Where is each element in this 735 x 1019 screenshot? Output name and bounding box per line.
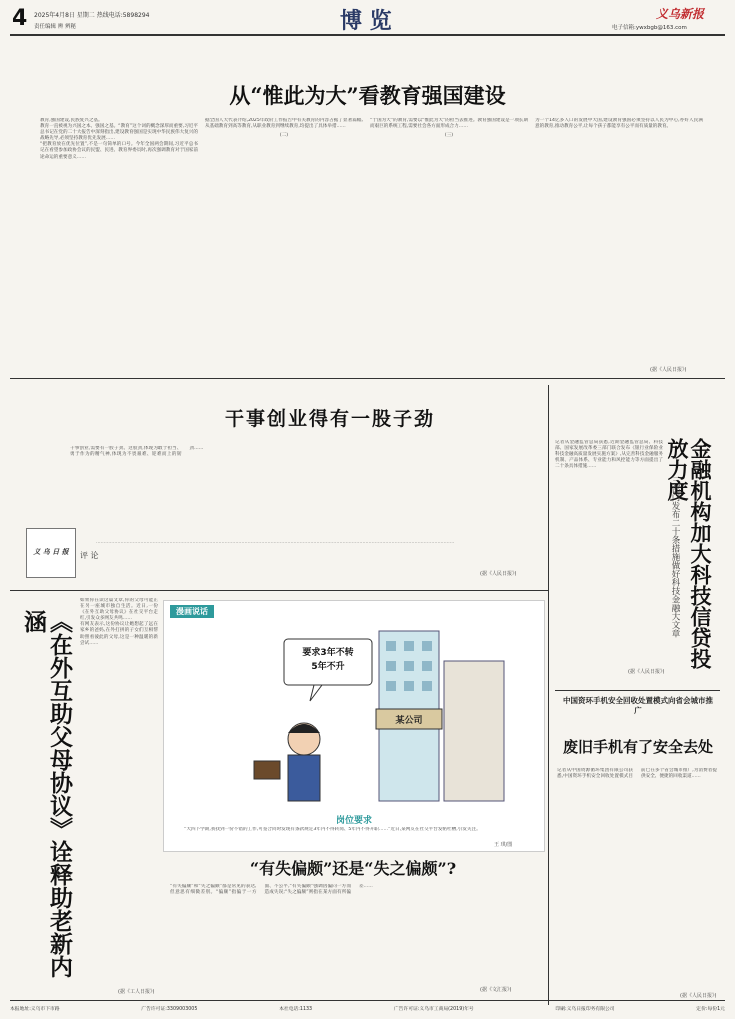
footer-item: 本社电话:1133: [279, 1007, 313, 1012]
divider: [555, 690, 720, 691]
cartoon-label: [170, 605, 214, 618]
phones-byline: (据《人民日报》): [680, 993, 717, 999]
mutual-aid-paragraph: 如果你在读这篇文章,你的父母可能正在另一座城市独自生活。近日,一份《在外互助父母协议》在社交平台走红,引发众多网友共鸣……: [80, 598, 158, 622]
main-article-col1: [40, 118, 198, 376]
bias-headline: “有失偏颇”还是“失之偏颇”?: [249, 859, 457, 878]
newspaper-logo: 义乌新报: [656, 7, 705, 21]
date-line: 2025年4月8日 星期二 热线电话:5898294: [34, 12, 150, 19]
main-headline: 从“惟此为大”看教育强国建设: [229, 83, 506, 108]
page-number: 4: [12, 6, 28, 31]
finance-paragraph: 记者从金融监管总局获悉,近期金融监管总局、科技部、国家发展改革委三部门联合发布《银行业保险业科技金融高质量发展实施方案》,从完善科技金融服务机制、产品体系、专业能力和风控能力等方面提出了二十条具体措施……: [555, 440, 663, 470]
phones-body: [557, 768, 717, 996]
finance-body: [555, 440, 663, 672]
startup-body-cont: ………………………………………………………………………………………………………………………………………………………………………………………………………………: [96, 540, 455, 545]
comment-badge: 评 论: [80, 551, 99, 560]
mutual-aid-body: [80, 598, 158, 998]
section-title: 博 览: [340, 8, 392, 34]
mutual-aid-byline: (据《工人日报》): [118, 989, 155, 995]
footer-item: 定价:每份1元: [696, 1007, 725, 1012]
footer-item: 广告许可证:义乌市工商局(2019)年号: [393, 1007, 474, 1012]
mutual-aid-paragraph: 有网友表示,这份协议让她想起了远在家乡的爸妈,在外打拼的子女们互相帮助照看彼此的父母,这是一种温暖的新尝试……: [80, 622, 158, 646]
cartoon-caption: “大四下学期,我找到一份不错的工作,可签合同时发现有条款规定3年内不得转岗、5年内不得升职……”近日,某网友在社交平台发帖吐槽,引发关注。: [184, 827, 481, 832]
phones-paragraph: 记者从中国资源循环集团有限公司获悉,中国资环手机安全回收处置模式目前已在多个省会城市推广,为消费者提供安全、便捷的回收渠道……: [557, 768, 717, 780]
masthead: [0, 0, 735, 62]
finance-headline: 金融机构加大科技信贷投放力度: [665, 438, 713, 669]
comment-logo-box: [26, 528, 76, 578]
footer-item: 印刷:义乌日报印务有限公司: [555, 1007, 615, 1012]
main-paragraph: 为一个14亿多人口的发展中大国,建设教育强国必须坚持以人民为中心,办好人民满意的教育,推动教育公平,让每个孩子都能享有公平而有质量的教育。: [535, 118, 703, 130]
speech-line-1: 要求3年不转: [302, 648, 354, 658]
mutual-aid-headline: 《在外互助父母协议》诠释助老新内涵: [20, 610, 73, 978]
speech-line-2: 5年不升: [311, 662, 345, 672]
footer-item: 本报地址:义乌市下市路: [10, 1007, 60, 1012]
section-heading: (三): [444, 133, 454, 139]
footer: [10, 1005, 725, 1015]
main-article-col3: [370, 118, 528, 376]
main-paragraph: “把教育放在优先位置”,不是一句简单的口号。今年全国两会期间,习近平总书记在看望参加政协会议的民盟、民进、教育界委员时,再次强调教育对于国家前途命运的重要意义……: [40, 142, 198, 160]
main-article-col2: [205, 118, 363, 376]
startup-byline: (据《人民日报》): [480, 571, 517, 577]
main-lead: 教育,强国建设,民族复兴之基。: [40, 118, 103, 123]
main-article-col4: [535, 118, 703, 368]
divider: [10, 590, 548, 591]
header-rule: [10, 34, 725, 36]
startup-body: [70, 446, 540, 538]
email-line: 电子信箱:ywxbgb@163.com: [612, 25, 687, 31]
logo-mark: 义 乌 日 报: [33, 548, 69, 556]
cartoon-label-text: 漫画说话: [176, 607, 208, 616]
cartoon-box: [163, 600, 545, 852]
startup-paragraph: 干事创业,需要有一股子劲。这股劲,体现为敢于担当、勇于作为的精气神,体现为不畏艰难、迎难而上的韧劲……: [70, 446, 204, 458]
bias-body: [170, 884, 540, 988]
main-paragraph: 教育一直被视为兴国之本、强国之基。“教育”这个词的概念深厚而重要,习近平总书记在党的二十大报告中深刻指出,建设教育强国是实现中华民族伟大复兴的战略先导,必须坚持教育优先发展……: [40, 124, 198, 142]
main-paragraph: 据全国人大代表介绍,2025年政府工作报告中有关教育的内容占据了显著篇幅,从基础教育到高等教育,从职业教育到继续教育,均提出了具体举措……: [205, 118, 363, 130]
phones-headline: 废旧手机有了安全去处: [562, 738, 713, 756]
startup-headline: 干事创业得有一股子劲: [224, 408, 435, 430]
divider: [10, 378, 725, 379]
phones-kicker: 中国资环手机安全回收处置模式向省会城市推广: [563, 696, 713, 715]
bias-byline: (据《文汇报》): [480, 987, 512, 993]
main-paragraph: “于国为大”的教育,需要以“惟此为大”的担当去推进。教育强国建设是一项长期而艰巨的系统工程,需要社会各方面形成合力……: [370, 118, 528, 130]
section-heading: (二): [279, 133, 289, 139]
finance-deck: 三部门发布二十条措施做好科技金融大文章: [670, 476, 680, 638]
divider: [548, 385, 549, 1005]
footer-rule: [10, 1000, 725, 1001]
building-sign: 某公司: [395, 716, 423, 726]
bias-paragraph: “有失偏颇”和“失之偏颇”都是常见的表达,但意思有细微差别。“偏颇”指偏于一方面、不公平,“有失偏颇”强调因偏向一方而造成失误;“失之偏颇”则指在某方面有所偏差……: [170, 884, 373, 896]
cartoon-caption-title: 岗位要求: [335, 816, 372, 826]
finance-byline: (据《人民日报》): [628, 669, 665, 675]
editor-credit: 责任编辑 辨 辨秘: [34, 24, 76, 30]
footer-item: 广告许可证:3309003005: [141, 1007, 198, 1012]
cartoon-credit: 王 琪/图: [494, 842, 513, 848]
main-byline: (据《人民日报》): [650, 367, 687, 373]
